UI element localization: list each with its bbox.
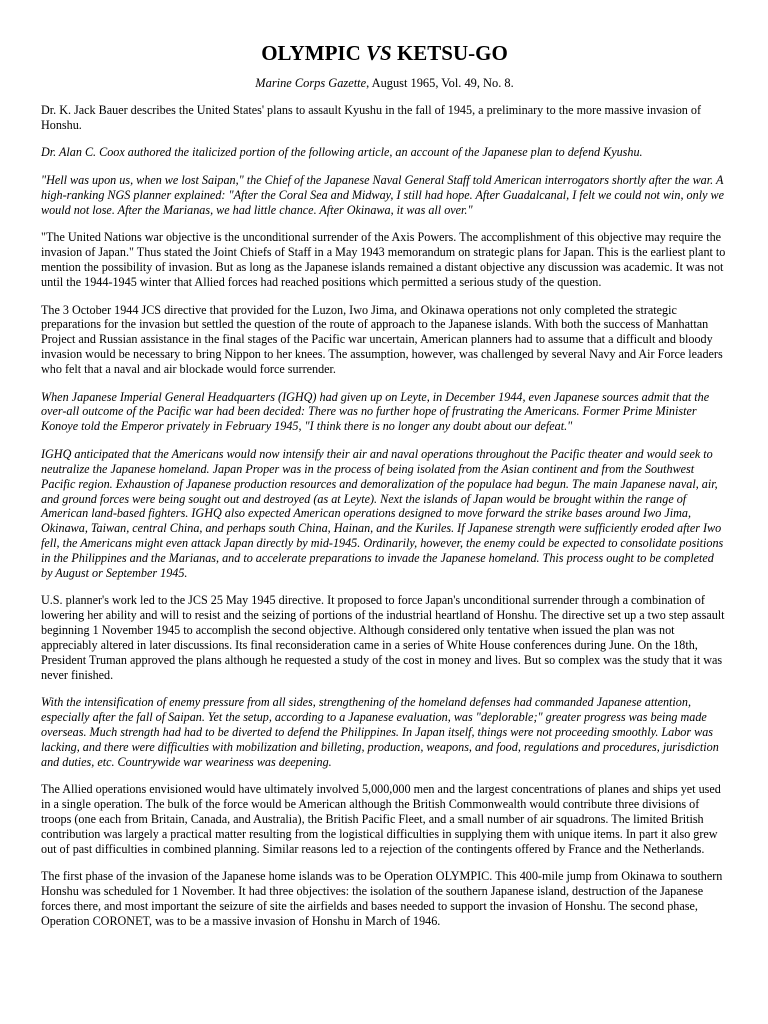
title-part-ketsu-go: KETSU-GO [396, 41, 508, 65]
source-citation [41, 76, 728, 91]
paragraph-5: The 3 October 1944 JCS directive that provided for the Luzon, Iwo Jima, and Okinawa operations not only completed the strategic preparations for the invasion but settled the question of the route of approach to the Japanese islands. With both the success of Manhattan Project and Russian assistance in the final stages of the Pacific war uncertain, American planners had to assume that a difficult and bloody invasion would be necessary to bring Nippon to her knees. The assumption, however, was challenged by several Navy and Air Force leaders who felt that a naval and air blockade would force surrender. [41, 302, 723, 376]
source-journal: Marine Corps Gazette [255, 76, 367, 90]
paragraph-11: The first phase of the invasion of the Japanese home islands was to be Operation OLYMPIC. This 400-mile jump from Okinawa to southern Honshu was scheduled for 1 November. It had three objectives: the isolation of the southern Japanese island, destruction of the Japanese forces there, and most important the seizure of site the airfields and bases needed to support the invasion of Honshu. The second phase, Operation CORONET, was to be a massive invasion of Honshu in March of 1946. [41, 869, 723, 928]
paragraph-10: The Allied operations envisioned would have ultimately involved 5,000,000 men and the largest concentrations of planes and ships yet used in a single operation. The bulk of the force would be American although the British Commonwealth would contribute three divisions of troops (one each from Britain, Canada, and Australia), the British Pacific Fleet, and a small number of air squadrons. The limited British contribution was largely a practical matter resulting from the logistical difficulties in supplying them with unique items. In part it also grew out of past difficulties in combined planning. Similar reasons led to a rejection of the contingents offered by France and the Netherlands. [41, 782, 721, 856]
paragraph-4: "The United Nations war objective is the unconditional surrender of the Axis Powers. The accomplishment of this objective may require the invasion of Japan." Thus stated the Joint Chiefs of Staff in a May 1943 memorandum on strategic plans for Japan. This is the earliest plant to mention the possibility of invasion. But as long as the Japanese islands remained a distant objective any discussion was academic. It was not until the 1944-1945 winter that Allied forces had reached positions which permitted a serious study of the question. [41, 230, 726, 289]
title-part-vs: VS [366, 41, 392, 65]
title-part-olympic: OLYMPIC [261, 41, 361, 65]
paragraph-3: "Hell was upon us, when we lost Saipan," the Chief of the Japanese Naval General Staff told American interrogators shortly after the war. A high-ranking NGS planner explained: "After the Coral Sea and Midway, I still had hope. After Guadalcanal, I felt we could not win, only we would not lose. After the Marianas, we had little chance. After Okinawa, it was all over." [41, 173, 724, 217]
paragraph-1: Dr. K. Jack Bauer describes the United States' plans to assault Kyushu in the fall of 1945, a preliminary to the more massive invasion of Honshu. [41, 103, 701, 132]
article-title [41, 40, 728, 66]
paragraph-9: With the intensification of enemy pressure from all sides, strengthening of the homeland defenses had commanded Japanese attention, especially after the fall of Saipan. Yet the setup, according to a Japanese evaluation, was "deplorable;" greater progress was being made overseas. Much strength had had to be diverted to defend the Philippines. In Japan itself, things were not proceeding smoothly. Labor was lacking, and there were difficulties with mobilization and billeting, production, weapons, and food, regulations and procedures, jurisdiction and duties, etc. Countrywide war weariness was deepening. [41, 695, 719, 769]
source-details: , August 1965, Vol. 49, No. 8. [366, 76, 514, 90]
paragraph-8: U.S. planner's work led to the JCS 25 May 1945 directive. It proposed to force Japan's unconditional surrender through a combination of lowering her ability and will to resist and the seizing of portions of the industrial heartland of Honshu. The directive set up a two step assault beginning 1 November 1945 to accomplish the second objective. Although considered only tentative when issued the plan was not appreciably altered in later discussions. Its final reconsideration came in a series of White House conferences during June. On the 18th, President Truman approved the plans although he requested a study of the cost in money and lives. But so complex was the study that it was never finished. [41, 593, 725, 682]
paragraph-2: Dr. Alan C. Coox authored the italicized portion of the following article, an account of the Japanese plan to defend Kyushu. [41, 145, 643, 160]
paragraph-6: When Japanese Imperial General Headquarters (IGHQ) had given up on Leyte, in December 1944, even Japanese sources admit that the over-all outcome of the Pacific war had been decided: There was no further hope of frustrating the Americans. Former Prime Minister Konoye told the Emperor privately in February 1945, "I think there is no longer any doubt about our defeat." [41, 389, 710, 434]
paragraph-7: IGHQ anticipated that the Americans would now intensify their air and naval operations throughout the Pacific theater and would seek to neutralize the Japanese homeland. Japan Proper was in the process of being isolated from the Asian continent and from the Southwest Pacific region. Exhaustion of Japanese production resources and demoralization of the populace had begun. The main Japanese naval, air, and ground forces were being sought out and destroyed (as at Leyte). Next the islands of Japan would be brought within the range of American land-based fighters. IGHQ also expected American operations designed to move forward the strike bases around Iwo Jima, Okinawa, Taiwan, central China, and perhaps south China, Hainan, and the Kuriles. If Japanese strength were sufficiently eroded after Iwo fell, the Americans might even attack Japan directly by mid-1945. Ordinarily, however, the enemy could be expected to consolidate positions in the Philippines and the Marianas, and to accelerate preparations to invade the Japanese homeland. This process ought to be completed by August or September 1945. [41, 446, 724, 580]
